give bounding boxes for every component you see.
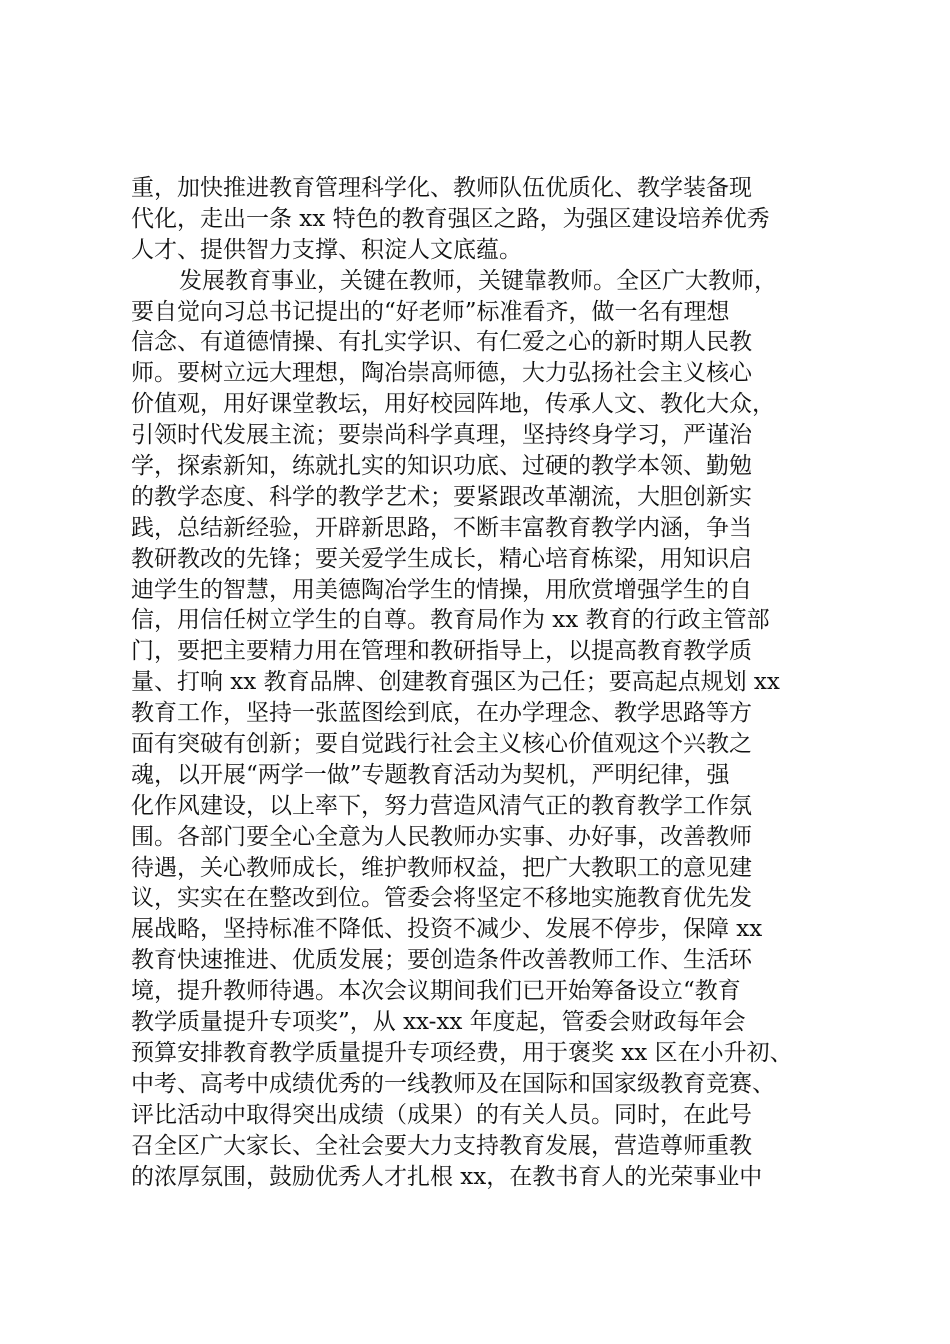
text-line: 要自觉向习总书记提出的“好老师”标准看齐，做一名有理想 [131, 298, 730, 325]
text-line: 面有突破有创新；要自觉践行社会主义核心价值观这个兴教之 [131, 731, 752, 758]
text-line: 引领时代发展主流；要崇尚科学真理，坚持终身学习，严谨治 [131, 422, 752, 449]
text-line: 师。要树立远大理想，陶冶崇高师德，大力弘扬社会主义核心 [131, 360, 752, 387]
text-line: 评比活动中取得突出成绩（成果）的有关人员。同时，在此号 [131, 1101, 752, 1128]
text-line: 中考、高考中成绩优秀的一线教师及在国际和国家级教育竞赛、 [131, 1070, 775, 1097]
text-line: 价值观，用好课堂教坛，用好校园阵地，传承人文、教化大众， [131, 391, 775, 418]
document-body [131, 173, 831, 1192]
text-line: 信，用信任树立学生的自尊。教育局作为 xx 教育的行政主管部 [131, 607, 770, 634]
text-line: 议，实实在在整改到位。管委会将坚定不移地实施教育优先发 [131, 885, 752, 912]
text-line: 教研教改的先锋；要关爱学生成长，精心培育栋梁，用知识启 [131, 545, 752, 572]
text-line: 展战略，坚持标准不降低、投资不减少、发展不停步，保障 xx [131, 916, 763, 943]
text-line: 预算安排教育教学质量提升专项经费，用于褒奖 xx 区在小升初、 [131, 1039, 793, 1066]
paragraph-1 [131, 173, 831, 266]
text-line: 量、打响 xx 教育品牌、创建教育强区为己任；要高起点规划 xx [131, 669, 780, 696]
text-line: 化作风建设，以上率下，努力营造风清气正的教育教学工作氛 [131, 792, 752, 819]
text-line: 待遇，关心教师成长，维护教师权益，把广大教职工的意见建 [131, 854, 752, 881]
text-line: 召全区广大家长、全社会要大力支持教育发展，营造尊师重教 [131, 1132, 752, 1159]
text-line: 的浓厚氛围，鼓励优秀人才扎根 xx，在教书育人的光荣事业中 [131, 1163, 763, 1190]
text-line: 代化，走出一条 xx 特色的教育强区之路，为强区建设培养优秀 [131, 205, 770, 232]
text-line: 教育工作，坚持一张蓝图绘到底，在办学理念、教学思路等方 [131, 700, 752, 727]
text-line: 重，加快推进教育管理科学化、教师队伍优质化、教学装备现 [131, 175, 752, 201]
text-line: 发展教育事业，关键在教师，关键靠教师。全区广大教师， [179, 267, 777, 294]
text-line: 学，探索新知，练就扎实的知识功底、过硬的教学本领、勤勉 [131, 453, 752, 480]
text-line: 教育快速推进、优质发展；要创造条件改善教师工作、生活环 [131, 947, 752, 974]
text-line: 信念、有道德情操、有扎实学识、有仁爱之心的新时期人民教 [131, 329, 752, 356]
text-line: 教学质量提升专项奖”，从 xx-xx 年度起，管委会财政每年会 [131, 1009, 746, 1036]
text-line: 门，要把主要精力用在管理和教研指导上，以提高教育教学质 [131, 638, 752, 665]
paragraph-2 [131, 266, 831, 1193]
text-line: 围。各部门要全心全意为人民教师办实事、办好事，改善教师 [131, 823, 752, 850]
text-line: 魂，以开展“两学一做”专题教育活动为契机，严明纪律，强 [131, 761, 730, 788]
text-line: 的教学态度、科学的教学艺术；要紧跟改革潮流，大胆创新实 [131, 483, 752, 510]
text-line: 境，提升教师待遇。本次会议期间我们已开始筹备设立“教育 [131, 978, 741, 1005]
text-line: 践，总结新经验，开辟新思路，不断丰富教育教学内涵，争当 [131, 514, 752, 541]
text-line: 人才、提供智力支撑、积淀人文底蕴。 [131, 236, 522, 263]
text-line: 迪学生的智慧，用美德陶冶学生的情操，用欣赏增强学生的自 [131, 576, 752, 603]
